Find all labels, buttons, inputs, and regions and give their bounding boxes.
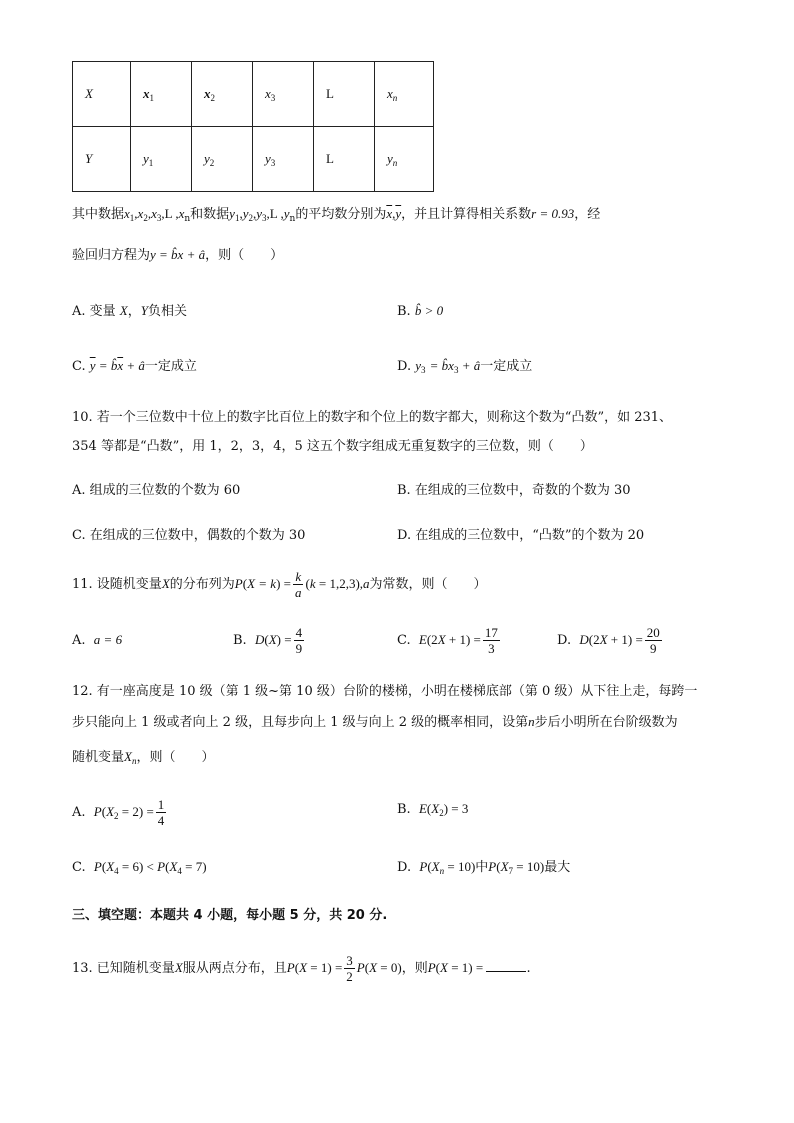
- q12-stem-line1: 12. 有一座高度是 10 级（第 1 级~第 10 级）台阶的楼梯，小明在楼梯底部（第 0 级）从下往上走，每跨一: [72, 684, 698, 699]
- table-cell: $y_2$: [192, 127, 253, 192]
- data-table: [72, 61, 434, 192]
- q12-option-b[interactable]: B. $E(X_2) = 3$: [397, 801, 469, 818]
- q11-stem: 11. 设随机变量X的分布列为P(X = k) = $\frac{k}{a}$ (k = 1,2,3),a为常数，则（ ）: [72, 569, 487, 600]
- table-cell: Y: [73, 127, 131, 192]
- q12-option-d[interactable]: D. $P(X_n = 10)$中$P(X_7 = 10)$最大: [397, 859, 571, 876]
- q9-option-d[interactable]: D. $y_3$ = $b̂x_3$ + â一定成立: [397, 358, 533, 375]
- q10-option-a[interactable]: A. 组成的三位数的个数为 60: [72, 483, 241, 498]
- q12-stem-line2: 步只能向上 1 级或者向上 2 级，且每步向上 1 级与向上 2 级的概率相同，设第n步后小明所在台阶级数为: [72, 714, 678, 730]
- q12-option-c[interactable]: C. $P(X_4 = 6) < P(X_4 = 7)$: [72, 859, 207, 876]
- table-cell: $y_n$: [375, 127, 434, 192]
- table-cell: $x_2$: [192, 62, 253, 127]
- q11-option-c[interactable]: C. E(2X + 1) = $\frac{17}{3}$: [397, 625, 498, 656]
- table-cell: $x_n$: [375, 62, 434, 127]
- table-cell: $x_3$: [253, 62, 314, 127]
- q10-stem-line1: 10. 若一个三位数中十位上的数字比百位上的数字和个位上的数字都大，则称这个数为“凸数”，如 231、: [72, 410, 673, 425]
- q10-stem-line2: 354 等都是“凸数”，用 1，2，3，4，5 这五个数字组成无重复数字的三位数，则（ ）: [72, 439, 593, 454]
- q9-option-b[interactable]: B. b̂ > 0: [397, 303, 444, 319]
- q9-stem-line2: 验回归方程为y = b̂x + â，则（ ）: [72, 247, 284, 263]
- table-cell: $y_1$: [131, 127, 192, 192]
- table-cell: $y_3$: [253, 127, 314, 192]
- table-row: [73, 62, 434, 127]
- q12-stem-line3: 随机变量$X_n$，则（ ）: [72, 749, 215, 766]
- q11-option-d[interactable]: D. D(2X + 1) = $\frac{20}{9}$: [557, 625, 660, 656]
- table-cell: L: [314, 62, 375, 127]
- q10-option-c[interactable]: C. 在组成的三位数中，偶数的个数为 30: [72, 528, 306, 543]
- q11-option-b[interactable]: B. D(X) = $\frac{4}{9}$: [233, 625, 303, 656]
- q11-option-a[interactable]: A. a = 6: [72, 632, 123, 648]
- table-row: [73, 127, 434, 192]
- q9-stem-line1: 其中数据$x_1,x_2,x_3,L$ $,x_n$和数据$y_1,y_2,y_3,L$ $,y_n$的平均数分别为$\overline{x},\overline{y}$，并且计算得相关系数r = 0.93，经: [72, 206, 601, 224]
- q12-option-a[interactable]: A. $P(X_2 = 2)$ = $\frac{1}{4}$: [72, 797, 165, 828]
- q9-option-c[interactable]: C. $\overline{y}$ = $b̂\overline{x}$ + â一定成立: [72, 358, 197, 374]
- table-cell: L: [314, 127, 375, 192]
- table-cell: $x_1$: [131, 62, 192, 127]
- q9-option-a[interactable]: A. 变量 X，Y负相关: [72, 303, 188, 319]
- q13-stem: 13. 已知随机变量X服从两点分布，且P(X = 1) = $\frac{3}{2}$ P(X = 0)，则P(X = 1) = .: [72, 953, 531, 984]
- section-heading-fill-in: 三、填空题：本题共 4 小题，每小题 5 分，共 20 分.: [72, 908, 388, 923]
- answer-blank[interactable]: [486, 957, 526, 972]
- table-cell: X: [73, 62, 131, 127]
- q10-option-b[interactable]: B. 在组成的三位数中，奇数的个数为 30: [397, 483, 631, 498]
- q10-option-d[interactable]: D. 在组成的三位数中，“凸数”的个数为 20: [397, 528, 645, 543]
